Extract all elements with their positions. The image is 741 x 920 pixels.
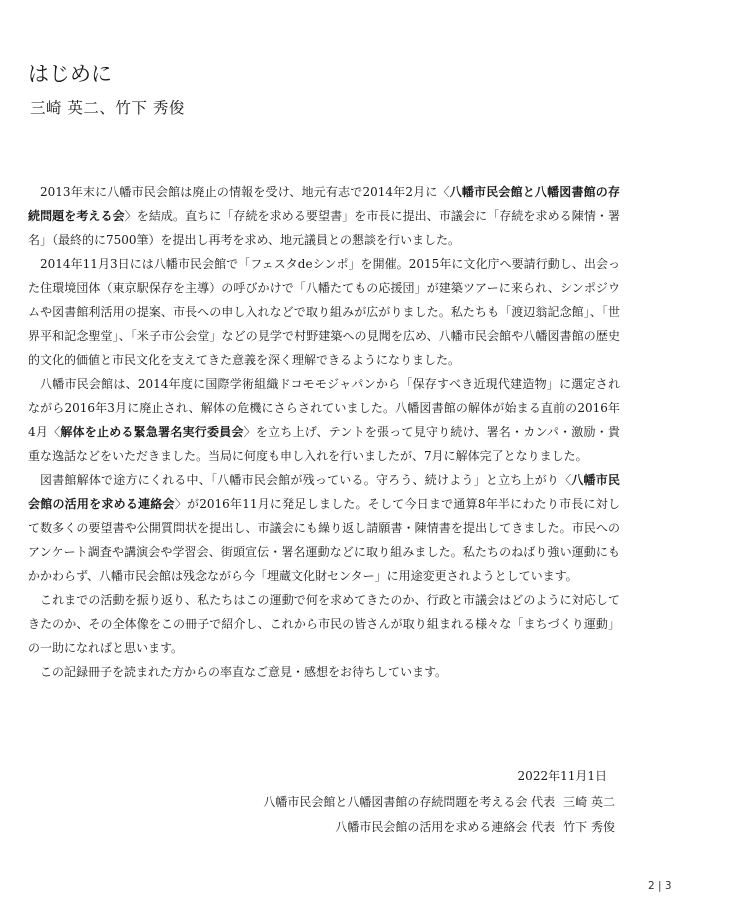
paragraph-5: これまでの活動を振り返り、私たちはこの運動で何を求めてきたのか、行政と市議会はどのように対応してきたのか、その全体像をこの冊子で紹介し、これから市民の皆さんが取り組まれる様々な「まちづくり運動」の一助になればと思います。 — [28, 593, 620, 655]
org-name-liaison-council: 八幡市民会館の活用を求める連絡会 — [28, 473, 620, 511]
page-title: はじめに — [28, 62, 112, 86]
signature-2-org: 八幡市民会館の活用を求める連絡会 代表 — [335, 820, 556, 834]
paragraph-4-text-c: 〉が2016年11月に発足しました。そして今日まで通算8年半にわたり市長に対して数多くの要望書や公開質問状を提出し、市議会にも繰り返し請願書・陳情書を提出してきました。市民へのアンケート調査や講演会や学習会、街頭宣伝・署名運動などに取り組みました。私たちのねばり強い運動にもかかわらず、八幡市民会館は残念ながら今「埋蔵文化財センター」に用途変更されようとしています。 — [28, 497, 620, 583]
paragraph-1-text-a: 2013年末に八幡市民会館は廃止の情報を受け、地元有志で2014年2月に〈 — [40, 185, 450, 199]
paragraph-4-text-a: 図書館解体で途方にくれる中、「八幡市民会館が残っている。守ろう、続けよう」と立ち上がり〈 — [40, 473, 572, 487]
paragraph-1-text-c: 〉を結成。直ちに「存続を求める要望書」を市長に提出、市議会に「存続を求める陳情・署名」（最終的に7500筆）を提出し再考を求め、地元議員との懇談を行いました。 — [28, 209, 620, 247]
paragraph-1 — [28, 180, 620, 252]
signature-1 — [263, 793, 615, 810]
body-text — [28, 180, 620, 684]
document-date: 2022年11月1日 — [517, 769, 607, 783]
authors: 三崎 英二、竹下 秀俊 — [30, 99, 185, 117]
signature-2 — [335, 818, 615, 835]
paragraph-2: 2014年11月3日には八幡市民会館で「フェスタdeシンポ」を開催。2015年に文化庁へ要請行動し、出会った住環境団体（東京駅保存を主導）の呼びかけで「八幡たてもの応援団」が建築ツアーに来られ、シンポジウムや図書館利活用の提案、市長への申し入れなどで取り組みが広がりました。私たちも「渡辺翁記念館」、「世界平和記念聖堂」、「米子市公会堂」などの見学で村野建築への見聞を広め、八幡市民会館や八幡図書館の歴史的文化的価値と市民文化を支えてきた意義を深く理解できるようになりました。 — [28, 257, 620, 367]
paragraph-3-text-c: 〉を立ち上げ、テントを張って見守り続け、署名・カンパ・激励・貴重な逸話などをいただきました。当局に何度も申し入れを行いましたが、7月に解体完了となりました。 — [28, 425, 620, 463]
signature-1-name: 三崎 英二 — [563, 795, 615, 809]
org-name-emergency-committee: 解体を止める緊急署名実行委員会 — [60, 425, 244, 439]
signature-2-name: 竹下 秀俊 — [563, 820, 615, 834]
paragraph-3-text-a: 八幡市民会館は、2014年度に国際学術組織ドコモモジャパンから「保存すべき近現代建造物」に選定されながら2016年3月に廃止され、解体の危機にさらされていました。八幡図書館の解体が始まる直前の2016年4月〈 — [28, 377, 620, 439]
page-number: 2 | 3 — [648, 880, 672, 892]
paragraph-4 — [28, 468, 620, 588]
paragraph-3 — [28, 372, 620, 468]
paragraph-6: この記録冊子を読まれた方からの率直なご意見・感想をお待ちしています。 — [40, 665, 448, 679]
signature-1-org: 八幡市民会館と八幡図書館の存続問題を考える会 代表 — [263, 795, 556, 809]
org-name-preservation-group: 八幡市民会館と八幡図書館の存続問題を考える会 — [28, 185, 620, 223]
